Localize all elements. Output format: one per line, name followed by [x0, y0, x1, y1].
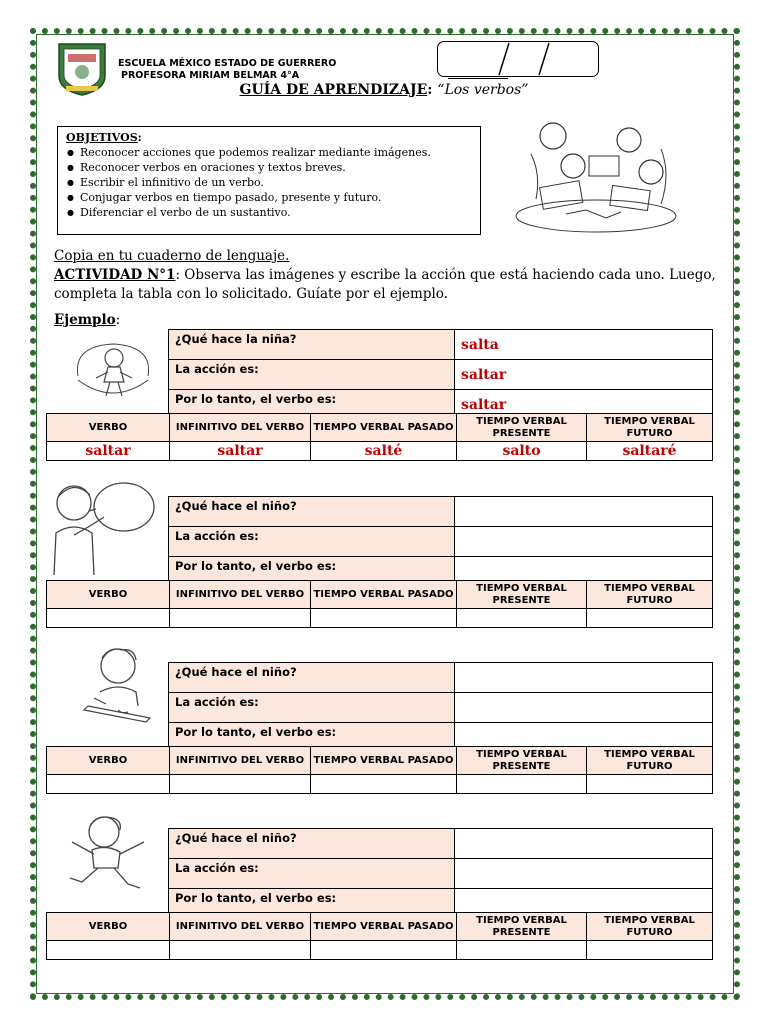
verb-header: TIEMPO VERBAL FUTURO [587, 414, 713, 442]
answer-cell[interactable] [455, 829, 713, 859]
verb-cell[interactable]: saltaré [587, 442, 713, 461]
answer-cell[interactable] [455, 693, 713, 723]
question-table [168, 496, 713, 587]
question-table [168, 662, 713, 753]
school-name: ESCUELA MÉXICO ESTADO DE GUERRERO [118, 58, 337, 69]
objectives-box [57, 126, 481, 235]
question-cell: Por lo tanto, el verbo es: [169, 390, 455, 420]
verb-header: TIEMPO VERBAL PRESENTE [457, 414, 587, 442]
verb-header: INFINITIVO DEL VERBO [170, 581, 311, 609]
verb-header: TIEMPO VERBAL PASADO [311, 913, 457, 941]
verb-cell[interactable] [47, 941, 170, 960]
verb-cell[interactable] [587, 609, 713, 628]
verb-header: TIEMPO VERBAL FUTURO [587, 581, 713, 609]
date-slashes [437, 41, 599, 77]
verb-table [46, 413, 713, 461]
verb-cell[interactable] [170, 941, 311, 960]
verb-cell[interactable] [457, 609, 587, 628]
answer-cell[interactable]: saltar [455, 360, 713, 390]
verb-cell[interactable] [457, 941, 587, 960]
objectives-colon: : [137, 131, 142, 144]
question-table [168, 828, 713, 919]
question-cell: ¿Qué hace el niño? [169, 829, 455, 859]
objective-item: ● Diferenciar el verbo de un sustantivo. [80, 205, 480, 220]
title-colon: : [427, 82, 433, 98]
girl-jumping-rope-icon [68, 336, 158, 402]
question-cell: La acción es: [169, 859, 455, 889]
verb-header: INFINITIVO DEL VERBO [170, 913, 311, 941]
answer-cell[interactable] [455, 527, 713, 557]
school-info [118, 58, 336, 82]
question-cell: La acción es: [169, 527, 455, 557]
verb-cell[interactable]: salto [457, 442, 587, 461]
verb-cell[interactable] [457, 775, 587, 794]
answer-cell[interactable] [455, 497, 713, 527]
verb-header: VERBO [47, 414, 170, 442]
verb-cell[interactable]: saltar [170, 442, 311, 461]
example-label [54, 312, 120, 328]
objective-item: ● Reconocer verbos en oraciones y textos breves. [80, 160, 480, 175]
objective-item: ● Escribir el infinitivo de un verbo. [80, 175, 480, 190]
question-cell: La acción es: [169, 360, 455, 390]
activity-instruction [54, 266, 724, 304]
question-table [168, 329, 713, 420]
copy-instruction: Copia en tu cuaderno de lenguaje. [54, 248, 290, 264]
verb-header: TIEMPO VERBAL PASADO [311, 747, 457, 775]
verb-cell[interactable]: salté [311, 442, 457, 461]
verb-header: INFINITIVO DEL VERBO [170, 747, 311, 775]
verb-header: TIEMPO VERBAL PASADO [311, 414, 457, 442]
verb-header: VERBO [47, 747, 170, 775]
boy-blowing-balloon-icon [34, 477, 164, 577]
question-cell: ¿Qué hace el niño? [169, 663, 455, 693]
verb-table [46, 912, 713, 960]
verb-table [46, 580, 713, 628]
activity-text: : Observa las imágenes y escribe la acción que está haciendo cada uno. Luego, completa la tabla con lo solicitado. Guíate por el ejemplo. [54, 267, 716, 302]
activity-label: ACTIVIDAD N°1 [54, 267, 176, 283]
verb-header: VERBO [47, 913, 170, 941]
verb-cell[interactable] [587, 941, 713, 960]
verb-cell[interactable] [170, 609, 311, 628]
verb-header: TIEMPO VERBAL PASADO [311, 581, 457, 609]
page-title [0, 82, 768, 98]
date-box[interactable] [437, 41, 599, 77]
title-label: GUÍA DE APRENDIZAJE [239, 82, 428, 98]
verb-header: TIEMPO VERBAL FUTURO [587, 913, 713, 941]
answer-cell[interactable] [455, 663, 713, 693]
answer-cell[interactable]: saltar [455, 390, 713, 420]
instructions [54, 247, 724, 304]
answer-cell[interactable] [455, 859, 713, 889]
example-label-text: Ejemplo [54, 312, 116, 328]
question-cell: Por lo tanto, el verbo es: [169, 889, 455, 919]
verb-cell[interactable] [311, 609, 457, 628]
verb-header: TIEMPO VERBAL PRESENTE [457, 747, 587, 775]
verb-cell[interactable] [311, 941, 457, 960]
question-cell: ¿Qué hace el niño? [169, 497, 455, 527]
verb-header: VERBO [47, 581, 170, 609]
verb-cell[interactable] [311, 775, 457, 794]
question-cell: ¿Qué hace la niña? [169, 330, 455, 360]
children-reading-illustration [511, 114, 681, 234]
verb-header: TIEMPO VERBAL FUTURO [587, 747, 713, 775]
verb-cell[interactable]: saltar [47, 442, 170, 461]
question-cell: Por lo tanto, el verbo es: [169, 557, 455, 587]
answer-cell[interactable]: salta [455, 330, 713, 360]
verb-cell[interactable] [47, 609, 170, 628]
verb-header: TIEMPO VERBAL PRESENTE [457, 581, 587, 609]
question-cell: Por lo tanto, el verbo es: [169, 723, 455, 753]
verb-header: TIEMPO VERBAL PRESENTE [457, 913, 587, 941]
objectives-heading: OBJETIVOS [66, 131, 138, 144]
objective-item: ● Reconocer acciones que podemos realizar mediante imágenes. [80, 145, 480, 160]
question-cell: La acción es: [169, 693, 455, 723]
boy-running-icon [62, 812, 154, 896]
boy-writing-icon [78, 644, 158, 724]
verb-header: INFINITIVO DEL VERBO [170, 414, 311, 442]
teacher-name: PROFESORA MIRIAM BELMAR 4°A [121, 70, 300, 81]
title-topic: “Los verbos” [437, 82, 529, 98]
verb-cell[interactable] [47, 775, 170, 794]
objective-item: ● Conjugar verbos en tiempo pasado, presente y futuro. [80, 190, 480, 205]
date-underline [448, 78, 508, 79]
verb-cell[interactable] [587, 775, 713, 794]
objectives-list [66, 145, 480, 220]
verb-cell[interactable] [170, 775, 311, 794]
example-colon: : [115, 312, 121, 328]
verb-table [46, 746, 713, 794]
